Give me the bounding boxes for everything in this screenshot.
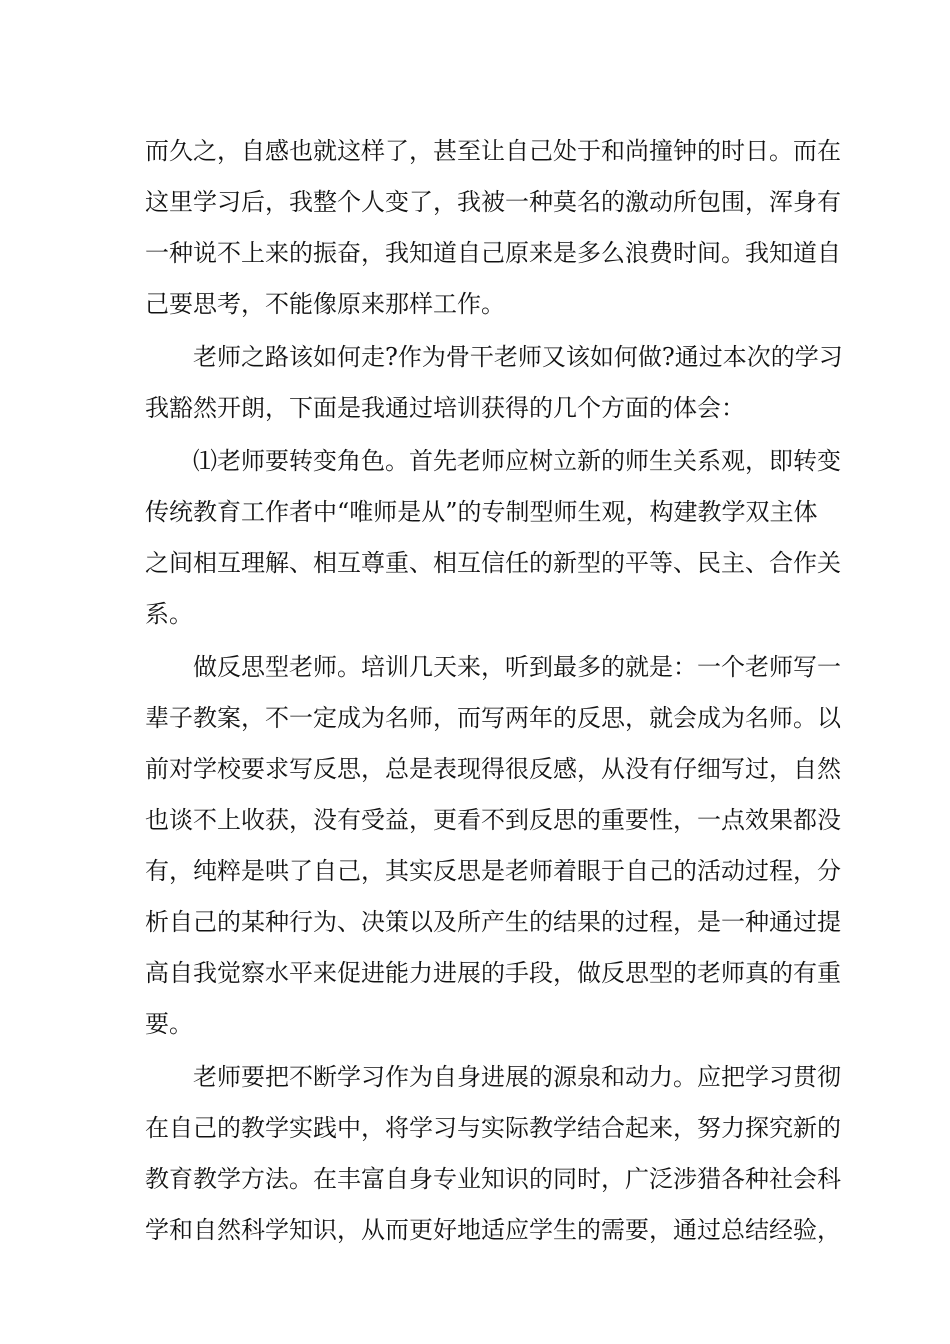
text-line: 在自己的教学实践中，将学习与实际教学结合起来，努力探究新的	[145, 1114, 841, 1142]
text-line: 老师要把不断学习作为自身进展的源泉和动力。应把学习贯彻	[193, 1063, 841, 1091]
paragraph-4	[145, 642, 841, 1050]
paragraph-1	[145, 126, 841, 330]
text-line: 传统教育工作者中“唯师是从”的专制型师生观，构建教学双主体	[145, 498, 818, 526]
text-line: 而久之，自感也就这样了，甚至让自己处于和尚撞钟的时日。而在	[145, 137, 841, 165]
paragraph-3	[145, 436, 841, 640]
text-line: 析自己的某种行为、决策以及所产生的结果的过程，是一种通过提	[145, 908, 841, 936]
text-line: 前对学校要求写反思，总是表现得很反感，从没有仔细写过，自然	[145, 755, 841, 783]
text-line: 辈子教案，不一定成为名师，而写两年的反思，就会成为名师。以	[145, 704, 841, 732]
text-line: 做反思型老师。培训几天来，听到最多的就是：一个老师写一	[193, 653, 841, 681]
text-line: 我豁然开朗，下面是我通过培训获得的几个方面的体会：	[145, 394, 745, 422]
text-line: 之间相互理解、相互尊重、相互信任的新型的平等、民主、合作关	[145, 549, 841, 577]
text-line: 己要思考，不能像原来那样工作。	[145, 290, 505, 318]
paragraph-2	[145, 332, 843, 434]
text-line: 也谈不上收获，没有受益，更看不到反思的重要性，一点效果都没	[145, 806, 841, 834]
paragraph-5	[145, 1052, 841, 1256]
text-line: 一种说不上来的振奋，我知道自己原来是多么浪费时间。我知道自	[145, 239, 841, 267]
text-line: 有，纯粹是哄了自己，其实反思是老师着眼于自己的活动过程，分	[145, 857, 841, 885]
text-line: 学和自然科学知识，从而更好地适应学生的需要，通过总结经验，	[145, 1216, 841, 1244]
text-line: 系。	[145, 600, 193, 628]
text-line: 教育教学方法。在丰富自身专业知识的同时，广泛涉猎各种社会科	[145, 1165, 841, 1193]
document-body	[145, 126, 843, 1258]
text-line: ⑴老师要转变角色。首先老师应树立新的师生关系观，即转变	[193, 447, 841, 475]
text-line: 要。	[145, 1010, 193, 1038]
text-line: 高自我觉察水平来促进能力进展的手段，做反思型的老师真的有重	[145, 959, 841, 987]
text-line: 这里学习后，我整个人变了，我被一种莫名的激动所包围，浑身有	[145, 188, 841, 216]
text-line: 老师之路该如何走?作为骨干老师又该如何做?通过本次的学习	[193, 343, 843, 371]
